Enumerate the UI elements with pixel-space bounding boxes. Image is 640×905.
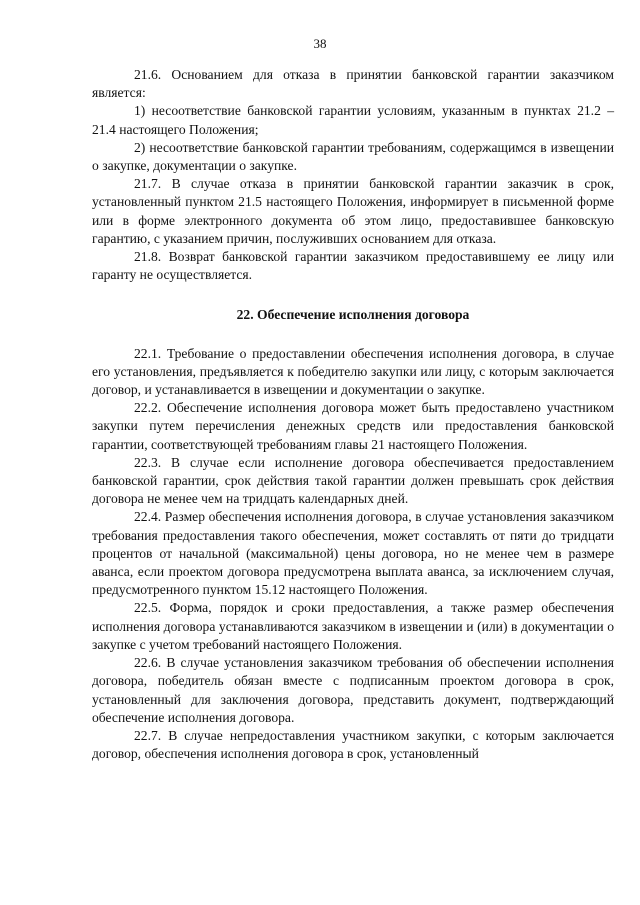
document-body (92, 66, 614, 763)
paragraph-22-2: 22.2. Обеспечение исполнения договора может быть предоставлено участником закупки путем перечисления денежных средств или предоставления банковской гарантии, соответствующей требованиям главы 21 настоящего Положения. (92, 400, 614, 452)
paragraph-21-6-item-1: 1) несоответствие банковской гарантии условиям, указанным в пунктах 21.2 – 21.4 настоящего Положения; (92, 103, 614, 137)
paragraph-21-7: 21.7. В случае отказа в принятии банковской гарантии заказчик в срок, установленный пунктом 21.5 настоящего Положения, информирует в письменной форме или в форме электронного документа об этом лицо, предоставившее банковскую гарантию, с указанием причин, послуживших основанием для отказа. (92, 176, 614, 246)
paragraph-21-8: 21.8. Возврат банковской гарантии заказчиком предоставившему ее лицу или гаранту не осуществляется. (92, 249, 614, 283)
paragraph-22-4: 22.4. Размер обеспечения исполнения договора, в случае установления заказчиком требования предоставления такого обеспечения, может составлять от пяти до тридцати процентов от начальной (максимальной) цены договора, но не менее чем в размере аванса, если проектом договора предусмотрена выплата аванса, за исключением случая, предусмотренного пунктом 15.12 настоящего Положения. (92, 509, 614, 598)
paragraph-22-6: 22.6. В случае установления заказчиком требования об обеспечении исполнения договора, победитель обязан вместе с подписанным проектом договора в срок, установленный для заключения договора, представить документ, подтверждающий обеспечение исполнения договора. (92, 655, 614, 725)
paragraph-21-6: 21.6. Основанием для отказа в принятии банковской гарантии заказчиком является: (92, 67, 614, 101)
paragraph-22-7: 22.7. В случае непредоставления участником закупки, с которым заключается договор, обеспечения исполнения договора в срок, установленный (92, 727, 614, 762)
paragraph-22-1: 22.1. Требование о предоставлении обеспечения исполнения договора, в случае его установления, предъявляется к победителю закупки или лицу, с которым заключается договор, и устанавливается в извещении и документации о закупке. (92, 345, 614, 398)
section-heading: 22. Обеспечение исполнения договора (236, 307, 470, 323)
paragraph-22-3: 22.3. В случае если исполнение договора обеспечивается предоставлением банковской гарантии, срок действия такой гарантии должен превышать срок действия договора не менее чем на тридцать календарных дней. (92, 454, 614, 507)
page-number: 38 (313, 36, 327, 51)
paragraph-22-5: 22.5. Форма, порядок и сроки предоставления, а также размер обеспечения исполнения договора устанавливаются заказчиком в извещении и (или) в документации о закупке с учетом требований настоящего Положения. (92, 600, 614, 652)
paragraph-21-6-item-2: 2) несоответствие банковской гарантии требованиям, содержащимся в извещении о закупке, документации о закупке. (92, 139, 614, 174)
